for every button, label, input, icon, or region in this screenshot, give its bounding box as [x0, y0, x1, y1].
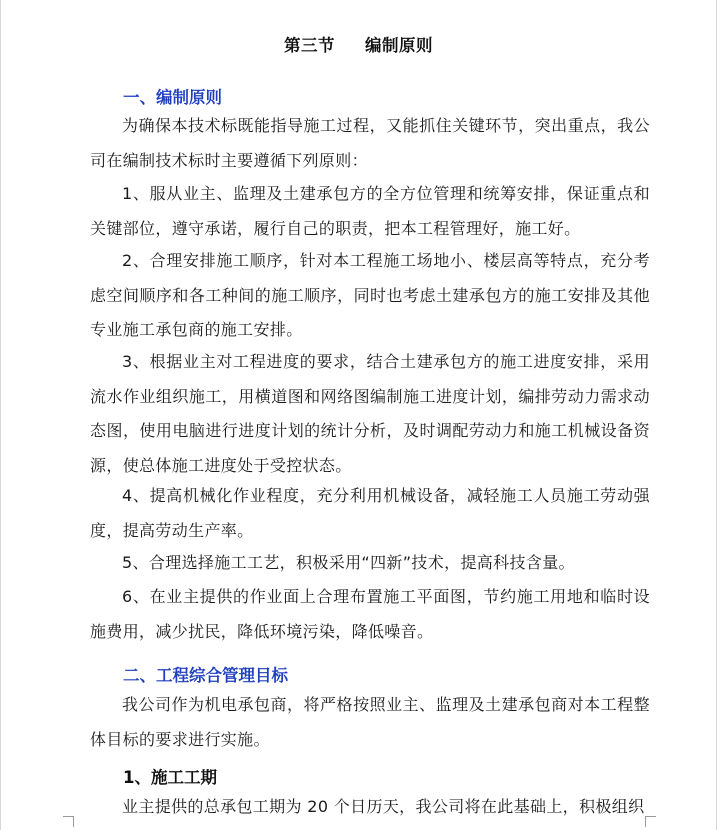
section1-item-4: 4、提高机械化作业程度，充分利用机械设备，减轻施工人员施工劳动强度，提高劳动生产率。	[90, 486, 650, 540]
page-corner-mark-left	[63, 816, 74, 827]
section1-item-1: 1、服从业主、监理及土建承包方的全方位管理和统筹安排，保证重点和关键部位，遵守承诺，履行自己的职责，把本工程管理好，施工好。	[90, 184, 650, 238]
section1-item-3: 3、根据业主对工程进度的要求，结合土建承包方的施工进度安排，采用流水作业组织施工，用横道图和网络图编制施工进度计划，编排劳动力需求动态图，使用电脑进行进度计划的统计分析，及时调配劳动力和施工机械设备资源，使总体施工进度处于受控状态。	[90, 352, 650, 475]
section1-item-5: 5、合理选择施工工艺，积极采用“四新”技术，提高科技含量。	[122, 553, 575, 572]
section2-heading: 二、工程综合管理目标	[123, 666, 288, 685]
section1-heading: 一、编制原则	[123, 88, 222, 107]
section2-intro-paragraph: 我公司作为机电承包商，将严格按照业主、监理及土建承包商对本工程整体目标的要求进行实施。	[90, 695, 650, 749]
title-section-number: 第三节	[284, 36, 335, 55]
section1-item-6: 6、在业主提供的作业面上合理布置施工平面图，节约施工用地和临时设施费用，减少扰民，降低环境污染，降低噪音。	[90, 587, 650, 641]
page-title	[1, 32, 716, 56]
subsection-schedule-text: 业主提供的总承包工期为 20 个日历天，我公司将在此基础上，积极组织	[122, 797, 645, 816]
subsection-heading-schedule: 1、施工工期	[123, 768, 217, 787]
title-section-name: 编制原则	[365, 36, 433, 55]
section1-intro-paragraph: 为确保本技术标既能指导施工过程，又能抓住关键环节，突出重点，我公司在编制技术标时主要遵循下列原则：	[90, 116, 650, 170]
page-corner-mark-right	[645, 816, 656, 827]
section1-item-2: 2、合理安排施工顺序，针对本工程施工场地小、楼层高等特点，充分考虑空间顺序和各工种间的施工顺序，同时也考虑土建承包方的施工安排及其他专业施工承包商的施工安排。	[90, 251, 650, 339]
